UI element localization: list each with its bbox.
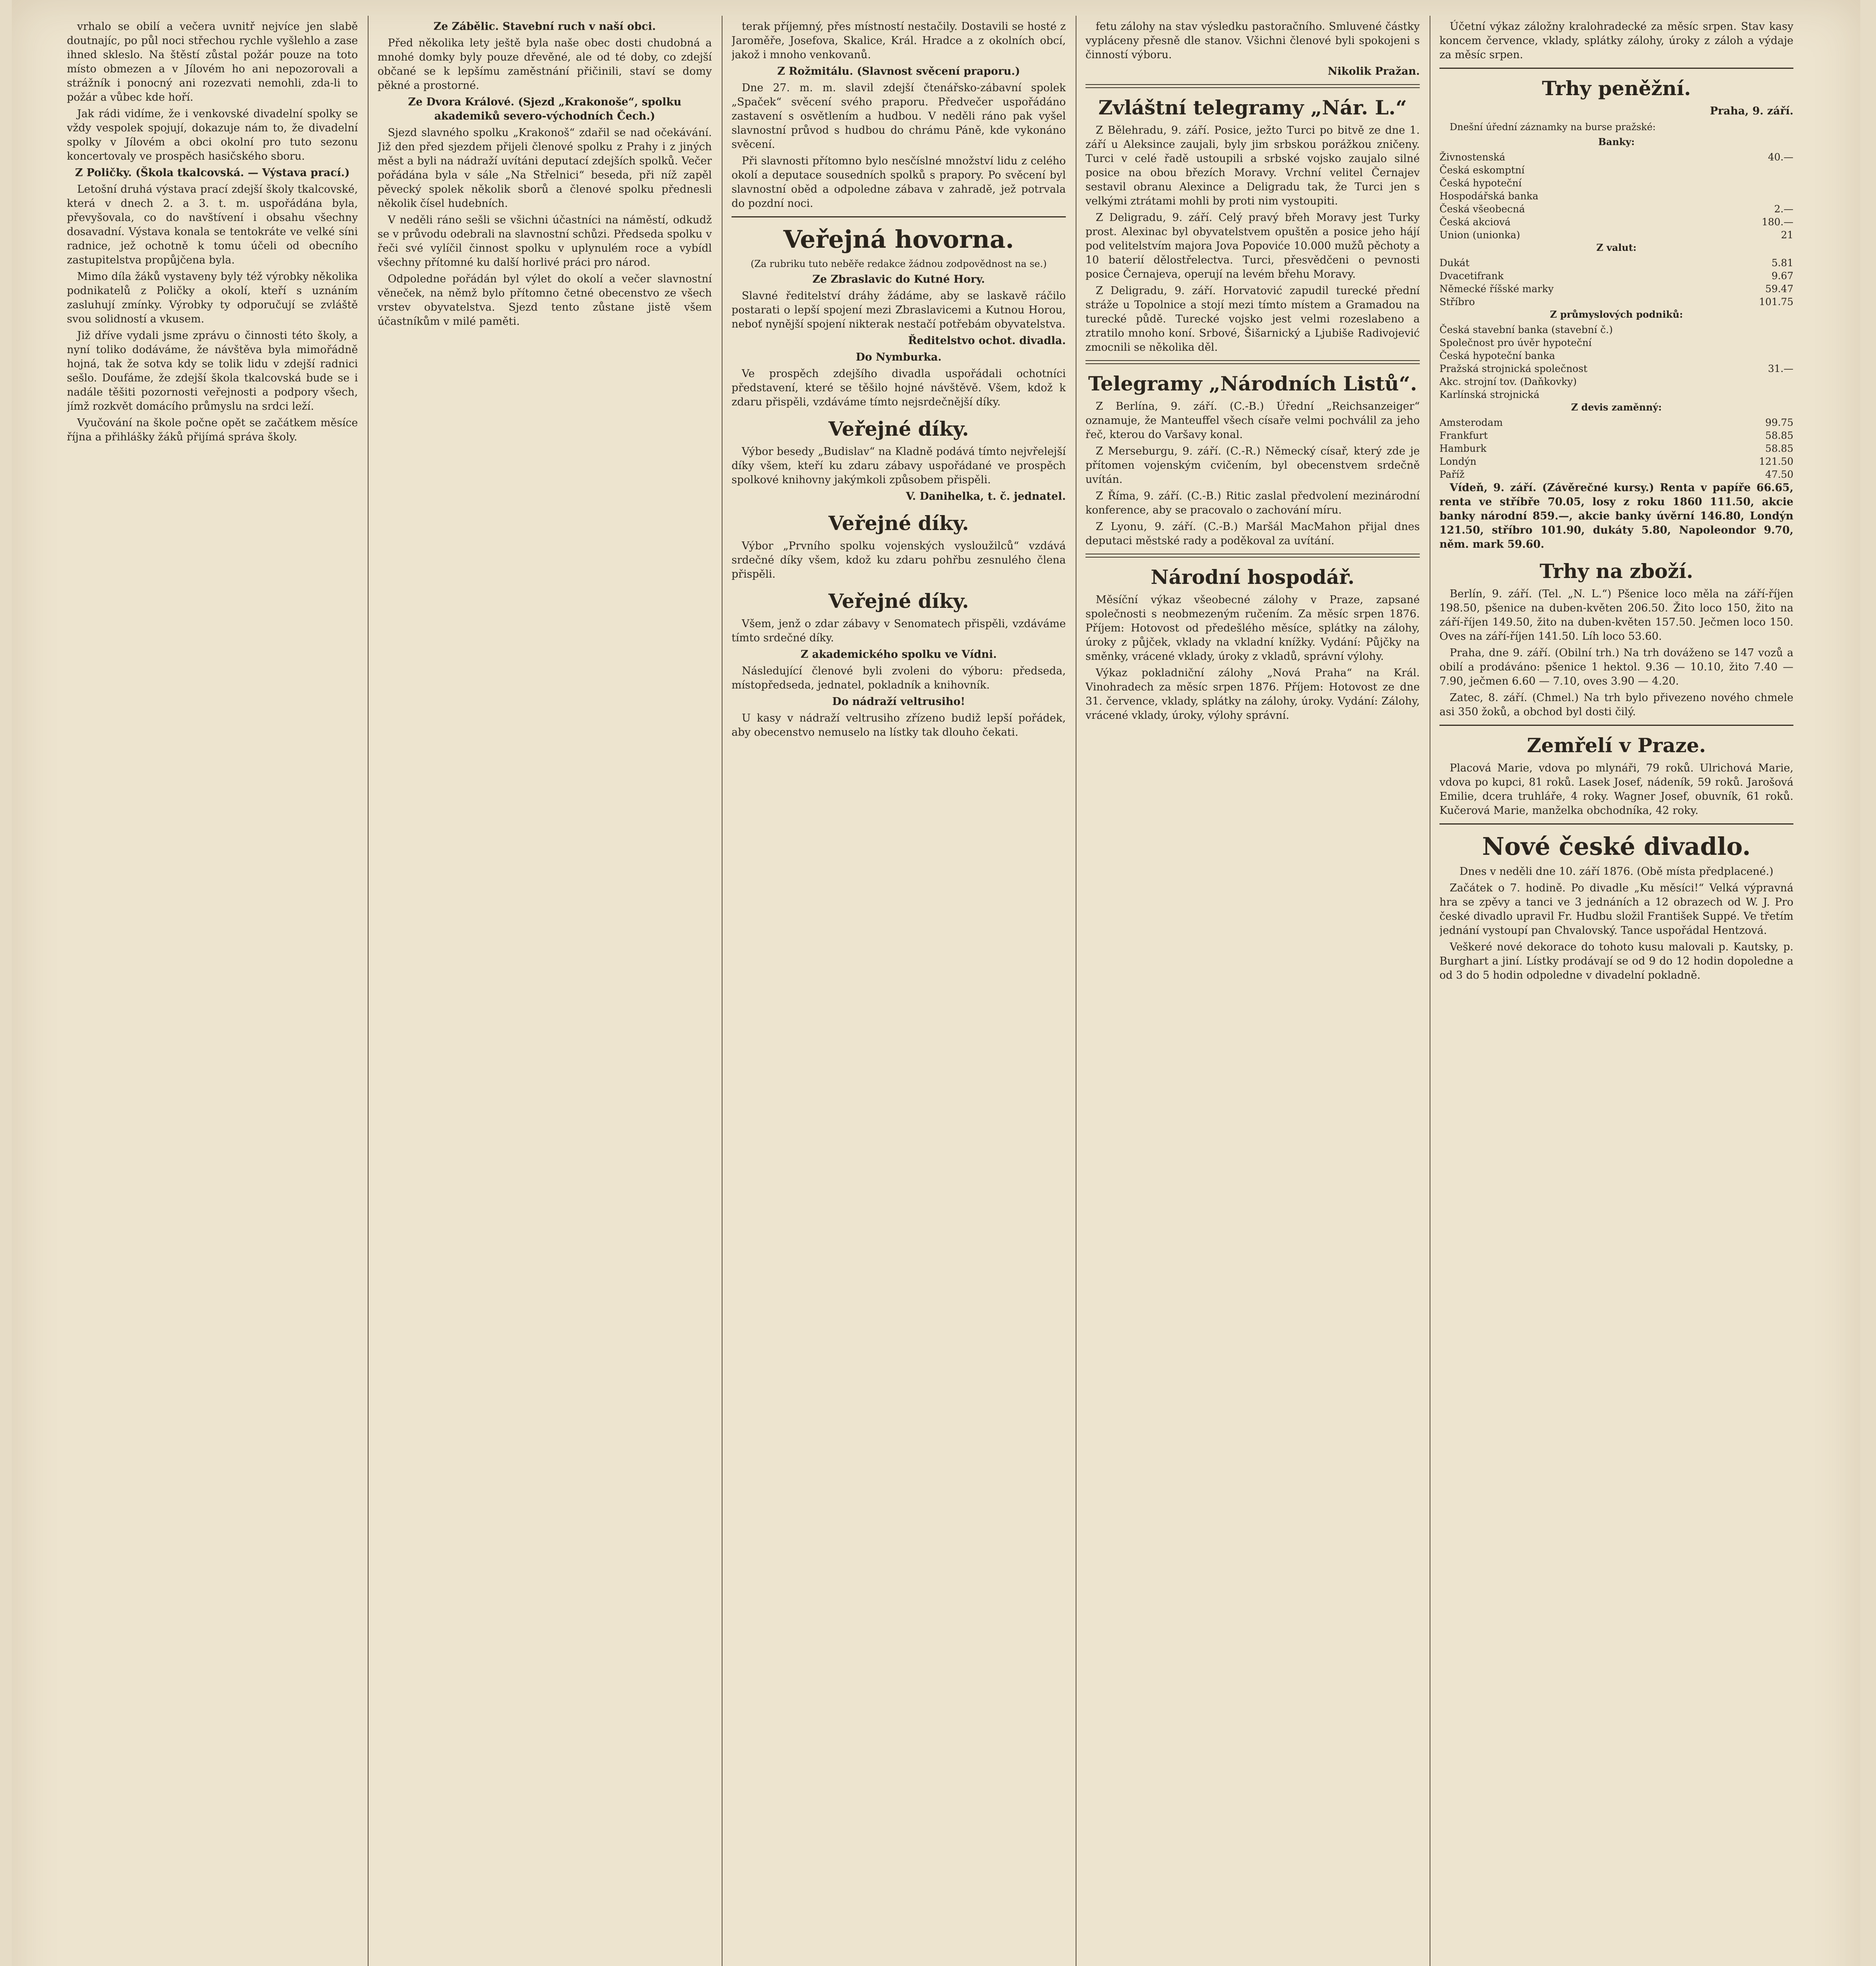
- price-name: Akc. strojní tov. (Daňkovky): [1439, 376, 1577, 387]
- section-heading: Telegramy „Národních Listů“.: [1088, 372, 1417, 395]
- article-paragraph: Výbor besedy „Budislav“ na Kladně podává tímto nejvřelejší díky všem, kteří ku zdaru zábavy uspořádané ve prospěch spolkové knihovny jakýmkoli způsobem přispěli.: [732, 445, 1066, 486]
- table-row: [1439, 455, 1793, 468]
- price-name: Česká všeobecná: [1439, 203, 1525, 215]
- article-title: Ze Zábělic. Stavební ruch v naší obci.: [433, 20, 656, 33]
- table-row: [1439, 151, 1793, 164]
- price-name: Stříbro: [1439, 296, 1475, 307]
- signature: Ředitelstvo ochot. divadla.: [908, 335, 1066, 347]
- table-row: [1439, 349, 1793, 362]
- article-paragraph: Výkaz pokladniční zálohy „Nová Praha“ na Král. Vinohradech za měsíc srpen 1876. Příjem: Hotovost ze dne 31. července, vklady, splátky na zálohy, úroky. Vydání: Zálohy, vrácené vklady, úroky, výlohy správní.: [1085, 667, 1420, 722]
- article-paragraph: Odpoledne pořádán byl výlet do okolí a večer slavnostní věneček, na němž bylo přítomno četné obecenstvo ze všech vrstev obyvatelstva. Sjezd tento zůstane jistě všem účastníkům v milé paměti.: [378, 273, 712, 328]
- price-table-currency: [1439, 256, 1793, 308]
- article-paragraph: Všem, jenž o zdar zábavy v Senomatech přispěli, vzdáváme tímto srdečné díky.: [732, 618, 1066, 644]
- price-value: 58.85: [1765, 443, 1793, 454]
- table-row: [1439, 416, 1793, 429]
- section-heading: Trhy na zboží.: [1539, 560, 1694, 583]
- column-4: [1085, 20, 1420, 1966]
- table-row: [1439, 215, 1793, 228]
- article-paragraph: Sjezd slavného spolku „Krakonoš“ zdařil se nad očekávání. Již den před sjezdem přijeli členové spolku z Prahy i z jiných měst a byli na nádraží uvítáni deputací zdejších spolků. Večer pořádána byla v sále „Na Střelnici“ beseda, při níž zapěl pěvecký spolek několik sborů a členové spolku přednesli několik čísel hudebních.: [378, 127, 712, 210]
- section-heading: Nové české divadlo.: [1482, 832, 1751, 861]
- price-group-title: Z průmyslových podniků:: [1550, 309, 1683, 320]
- price-value: [1748, 388, 1793, 401]
- price-value: 58.85: [1765, 430, 1793, 441]
- section-heading: Trhy peněžní.: [1542, 77, 1691, 100]
- market-report: Vídeň, 9. září. (Závěrečné kursy.) Renta v papíře 66.65, renta ve stříbře 70.05, losy z roku 1860 111.50, akcie banky národní 859.—, akcie banky úvěrní 146.80, Londýn 121.50, stříbro 101.90, dukáty 5.80, Napoleondor 9.70, něm. mark 59.60.: [1439, 482, 1793, 550]
- price-value: 31.—: [1768, 363, 1793, 374]
- price-value: 47.50: [1765, 469, 1793, 480]
- table-row: [1439, 228, 1793, 241]
- table-row: [1439, 442, 1793, 455]
- article-paragraph: Následující členové byli zvoleni do výboru: předseda, místopředseda, jednatel, pokladník a knihovník.: [732, 665, 1066, 691]
- price-table-banks: [1439, 151, 1793, 241]
- article-paragraph: vrhalo se obilí a večera uvnitř nejvíce jen slabě doutnajíc, po půl noci střechou rychle vyšlehlo a zase ihned skleslo. Na štěstí zůstal požár pouze na toto místo obmezen a v Jílovém ho ani nepozorovali a strážník i ponocný ani rozezvati nemohli, zda-li to požár a vůbec kde hoří.: [67, 20, 358, 103]
- section-rule: [1439, 725, 1793, 726]
- price-value: 40.—: [1768, 151, 1793, 163]
- section-rule: [732, 216, 1066, 217]
- article-paragraph: Dne 27. m. m. slavil zdejší čtenářsko-zábavní spolek „Spaček“ svěcení svého praporu. Předvečer uspořádáno zastavení s osvětlením a hudbou. V neděli ráno pak vyšel slavnostní průvod s hudbou do chrámu Páně, kde vykonáno svěcení.: [732, 82, 1066, 151]
- price-name: Česká eskomptní: [1439, 164, 1525, 176]
- table-row: [1439, 177, 1793, 190]
- article-paragraph: Výbor „Prvního spolku vojenských vysloužilců“ vzdává srdečné díky všem, kdož ku zdaru pohřbu zesnulého člena přispěli.: [732, 540, 1066, 580]
- price-name: Union (unionka): [1439, 229, 1520, 241]
- table-row: [1439, 388, 1793, 401]
- table-row: [1439, 323, 1793, 336]
- theatre-program: Veškeré nové dekorace do tohoto kusu malovali p. Kautsky, p. Burghart a jiní. Lístky prodávají se od 9 do 12 hodin dopoledne a od 3 do 5 hodin odpoledne v divadelní pokladně.: [1439, 941, 1793, 981]
- price-value: [1748, 349, 1793, 362]
- price-value: 59.47: [1765, 283, 1793, 295]
- price-name: Česká stavební banka (stavební č.): [1439, 324, 1613, 335]
- price-value: [1748, 323, 1793, 336]
- telegram: Z Lyonu, 9. září. (C.-B.) Maršál MacMahon přijal dnes deputaci městské rady a poděkoval za uvítání.: [1085, 521, 1420, 547]
- price-name: Společnost pro úvěr hypoteční: [1439, 337, 1592, 348]
- price-name: Dvacetifrank: [1439, 270, 1504, 282]
- column-divider: [368, 16, 369, 1966]
- table-row: [1439, 256, 1793, 269]
- price-table-exchange: [1439, 416, 1793, 481]
- price-name: Dukát: [1439, 257, 1470, 269]
- telegram: Z Berlína, 9. září. (C.-B.) Úřední „Reichsanzeiger“ oznamuje, že Manteuffel všech císaře velmi pochválil za jeho řeč, kterou do Varšavy konal.: [1085, 400, 1420, 441]
- price-value: [1748, 375, 1793, 388]
- article-title: Do Nymburka.: [855, 351, 942, 363]
- price-name: Pražská strojnická společnost: [1439, 363, 1588, 374]
- section-rule: [1085, 360, 1420, 364]
- section-rule: [1085, 84, 1420, 88]
- section-heading: Veřejná hovorna.: [783, 225, 1014, 254]
- article-paragraph: Slavné ředitelství dráhy žádáme, aby se laskavě ráčilo postarati o lepší spojení mezi Zbraslavicemi a Kutnou Horou, neboť nynější spojení nikterak nestačí potřebám obyvatelstva.: [732, 290, 1066, 330]
- telegram: Z Merseburgu, 9. září. (C.-R.) Německý císař, který zde je přítomen vojenským cvičením, byl obecenstvem srdečně uvítán.: [1085, 445, 1420, 486]
- price-name: Amsterodam: [1439, 417, 1503, 428]
- section-heading: Veřejné díky.: [828, 417, 969, 440]
- price-name: Česká hypoteční: [1439, 177, 1522, 189]
- price-value: 5.81: [1771, 257, 1793, 269]
- table-row: [1439, 362, 1793, 375]
- table-row: [1439, 282, 1793, 295]
- article-paragraph: U kasy v nádraží veltrusiho zřízeno budiž lepší pořádek, aby obecenstvo nemuselo na lístky tak dlouho čekati.: [732, 712, 1066, 738]
- price-value: 121.50: [1759, 456, 1793, 467]
- price-value: [1707, 164, 1793, 177]
- price-name: Frankfurt: [1439, 430, 1488, 441]
- price-value: 2.—: [1774, 203, 1793, 215]
- price-name: Německé říšské marky: [1439, 283, 1554, 295]
- table-row: [1439, 295, 1793, 308]
- article-title: Ze Dvora Králové. (Sjezd „Krakonoše“, spolku akademiků severo-východních Čech.): [408, 96, 682, 122]
- column-3: [732, 20, 1066, 1966]
- article-paragraph: Ve prospěch zdejšího divadla uspořádali ochotníci představení, které se těšilo hojné návštěvě. Všem, kdož k zdaru přispěli, vzdáváme tímto nejsrdečnější díky.: [732, 368, 1066, 408]
- table-row: [1439, 336, 1793, 349]
- price-name: Hospodářská banka: [1439, 190, 1539, 202]
- price-name: Karlínská strojnická: [1439, 389, 1540, 400]
- section-rule: [1085, 554, 1420, 558]
- article-paragraph: Jak rádi vidíme, že i venkovské divadelní spolky se vždy vespolek spojují, dokazuje nám to, že divadelní spolky v Jílovém a obci okolní pro tuto sezonu koncertovaly ve prospěch hasičského sboru.: [67, 108, 358, 162]
- article-paragraph: Letošní druhá výstava prací zdejší školy tkalcovské, která v dnech 2. a 3. t. m. uspořádána byla, převyšovala, co do navštívení i obsahu všechny dosavadní. Výstava konala se tentokráte ve velké síni radnice, jež ochotně k tomu účeli od obecního zastupitelstva propůjčena byla.: [67, 183, 358, 266]
- market-report: Berlín, 9. září. (Tel. „N. L.“) Pšenice loco měla na září-říjen 198.50, pšenice na duben-květen 206.50. Žito loco 150, žito na září-říjen 149.50, žito na duben-květen 157.50. Ječmen loco 150. Oves na září-říjen 141.50. Líh loco 53.60.: [1439, 588, 1793, 642]
- price-table-industry: [1439, 323, 1793, 401]
- column-1: [67, 20, 358, 1966]
- table-row: [1439, 202, 1793, 215]
- table-row: [1439, 269, 1793, 282]
- market-report: Zatec, 8. září. (Chmel.) Na trh bylo přivezeno nového chmele asi 350 žoků, a obchod byl dosti čilý.: [1439, 692, 1793, 718]
- article-title: Ze Zbraslavic do Kutné Hory.: [812, 273, 985, 285]
- table-row: [1439, 429, 1793, 442]
- telegram: Z Deligradu, 9. září. Horvatović zapudil turecké přední stráže u Topolnice a stojí mezi tímto místem a Gramadou na turecké půdě. Turecké vojsko jest velmi rozeslabeno a ztratilo mnoho koní. Srbové, Šišarnický a Ljubiše Radivojević zmocnili se několika děl.: [1085, 285, 1420, 353]
- telegram: Z Říma, 9. září. (C.-B.) Ritic zaslal předvolení mezinárodní konference, aby se pracovalo o zachování míru.: [1085, 490, 1420, 516]
- section-rule: [1439, 823, 1793, 825]
- theatre-program: Začátek o 7. hodině. Po divadle „Ku měsíci!“ Velká výpravná hra se zpěvy a tanci ve 3 jednáních a 12 obrazech od W. J. Pro české divadlo upravil Fr. Hudbu složil František Suppé. Ve třetím jednání vystoupí pan Chvalovský. Tance uspořádal Hentzová.: [1439, 882, 1793, 937]
- table-row: [1439, 164, 1793, 177]
- column-2: [378, 20, 712, 1966]
- price-name: Londýn: [1439, 456, 1476, 467]
- article-paragraph: Měsíční výkaz všeobecné zálohy v Praze, zapsané společnosti s neobmezeným ručením. Za měsíc srpen 1876. Příjem: Hotovost od předešlého měsíce, splátky na zálohy, úroky z půjček, vklady na vkladní knížky. Vydání: Půjčky na směnky, vrácené vklady, úroky z vkladů, správní výlohy.: [1085, 594, 1420, 663]
- signature: Nikolik Pražan.: [1327, 65, 1420, 77]
- obituary-list: Placová Marie, vdova po mlynáři, 79 roků. Ulrichová Marie, vdova po kupci, 81 roků. Lasek Josef, nádeník, 59 roků. Jarošová Emilie, dcera truhláře, 4 roky. Wagner Josef, obuvník, 61 roků. Kučerová Marie, manželka obchodníka, 42 roky.: [1439, 762, 1793, 817]
- price-name: Hamburk: [1439, 443, 1487, 454]
- article-title: Z Poličky. (Škola tkalcovská. — Výstava prací.): [75, 167, 350, 179]
- price-value: [1707, 177, 1793, 190]
- article-paragraph: Již dříve vydali jsme zprávu o činnosti této školy, a nyní toliko dodáváme, že návštěva byla mimořádně hojná, tak že sotva kdy se tolik lidu v zdejší radnici sešlo. Doufáme, že zdejší škola tkalcovská bude se i nadále těšiti pozornosti veřejnosti a podpory všech, jímž rozkvět domácího průmyslu na srdci leží.: [67, 330, 358, 412]
- article-paragraph: Vyučování na škole počne opět se začátkem měsíce října a přihlášky žáků přijímá správa školy.: [67, 417, 358, 443]
- price-value: 21: [1781, 229, 1793, 241]
- table-row: [1439, 468, 1793, 481]
- price-name: Paříž: [1439, 469, 1465, 480]
- price-value: 180.—: [1762, 216, 1793, 228]
- section-heading: Veřejné díky.: [828, 512, 969, 535]
- price-group-title: Banky:: [1598, 136, 1635, 147]
- price-value: 101.75: [1759, 296, 1793, 307]
- theatre-date: Dnes v neděli dne 10. září 1876. (Obě místa předplacené.): [1459, 865, 1774, 878]
- section-heading: Zvláštní telegramy „Nár. L.“: [1098, 96, 1407, 119]
- section-rule: [1439, 68, 1793, 69]
- price-group-title: Z valut:: [1596, 242, 1636, 253]
- dateline: Praha, 9. září.: [1710, 105, 1793, 117]
- section-heading: Zemřelí v Praze.: [1527, 734, 1706, 757]
- section-note: Dnešní úřední záznamky na burse pražské:: [1450, 121, 1656, 133]
- table-row: [1439, 190, 1793, 202]
- price-value: 99.75: [1765, 417, 1793, 428]
- market-report: Praha, dne 9. září. (Obilní trh.) Na trh dováženo se 147 vozů a obilí a prodáváno: pšenice 1 hektol. 9.36 — 10.10, žito 7.40 — 7.90, ječmen 6.60 — 7.10, oves 3.90 — 4.20.: [1439, 647, 1793, 687]
- price-name: Živnostenská: [1439, 151, 1506, 163]
- price-value: [1707, 190, 1793, 202]
- section-note: (Za rubriku tuto neběře redakce žádnou zodpovědnost na se.): [750, 258, 1047, 269]
- telegram: Z Bělehradu, 9. září. Posice, ježto Turci po bitvě ze dne 1. září u Aleksince zaujali, byly jim srbskou porážkou zničeny. Turci v celé řadě ustoupili a srbské vojsko zaujalo silné posice na obou březích Moravy. Vrchní velitel Černajev sestavil obranu Alexince a Deligradu tak, že Turci jen s velkými ztrátami mohli by proti nim vystoupiti.: [1085, 124, 1420, 207]
- price-name: Česká akciová: [1439, 216, 1511, 228]
- article-paragraph: fetu zálohy na stav výsledku pastoračního. Smluvené částky vypláceny přesně dle stanov. Všichni členové byli spokojeni s činností výboru.: [1085, 20, 1420, 61]
- article-paragraph: Při slavnosti přítomno bylo nesčíslné množství lidu z celého okolí a deputace sousedních spolků s prapory. Po svěcení byl slavnostní oběd a odpoledne zábava v zahradě, jež potrvala do pozdní noci.: [732, 155, 1066, 210]
- telegram: Z Deligradu, 9. září. Celý pravý břeh Moravy jest Turky prost. Alexinac byl obyvatelstvem opuštěn a posice jeho hájí pod velitelstvím majora Jova Popoviće 10.000 mužů pěchoty a 10 baterií dělostřelectva. Turci, přesvědčeni o pevnosti posice Černajeva, operují na levém břehu Moravy.: [1085, 212, 1420, 280]
- price-value: [1748, 336, 1793, 349]
- article-paragraph: Účetní výkaz záložny kralohradecké za měsíc srpen. Stav kasy koncem července, vklady, splátky zálohy, úroky z záloh a výdaje za měsíc srpen.: [1439, 20, 1793, 61]
- article-title: Z Rožmitálu. (Slavnost svěcení praporu.): [777, 65, 1020, 77]
- section-heading: Národní hospodář.: [1150, 565, 1355, 589]
- article-title: Do nádraží veltrusiho!: [832, 696, 965, 708]
- section-heading: Veřejné díky.: [828, 589, 969, 613]
- article-paragraph: V neděli ráno sešli se všichni účastníci na náměstí, odkudž se v průvodu odebrali na slavnostní schůzi. Předseda spolku v řeči své vylíčil činnost spolku v uplynulém roce a vybídl všechny přítomné ku další horlivé práci pro národ.: [378, 214, 712, 269]
- price-name: Česká hypoteční banka: [1439, 350, 1555, 361]
- article-paragraph: terak příjemný, přes místností nestačily. Dostavili se hosté z Jaroměře, Josefova, Skalice, Král. Hradce a z okolních obcí, jakož i mnoho venkovanů.: [732, 20, 1066, 61]
- newspaper-page: [12, 0, 1860, 1966]
- table-row: [1439, 375, 1793, 388]
- price-group-title: Z devis zaměnný:: [1571, 401, 1662, 413]
- article-paragraph: Mimo díla žáků vystaveny byly též výrobky několika podnikatelů z Poličky a okolí, kteří s uznáním zasluhují zmínky. Výrobky ty odporučují se zvláště svou solidností a vkusem.: [67, 271, 358, 325]
- column-5: [1439, 20, 1793, 1966]
- price-value: 9.67: [1771, 270, 1793, 282]
- article-title: Z akademického spolku ve Vídni.: [800, 648, 997, 661]
- signature: V. Danihelka, t. č. jednatel.: [906, 490, 1066, 503]
- article-paragraph: Před několika lety ještě byla naše obec dosti chudobná a mnohé domky byly pouze dřevěné, ale od té doby, co zdejší občané se k lepšímu zaměstnání přičinili, staví se domy pěkné a prostorné.: [378, 37, 712, 92]
